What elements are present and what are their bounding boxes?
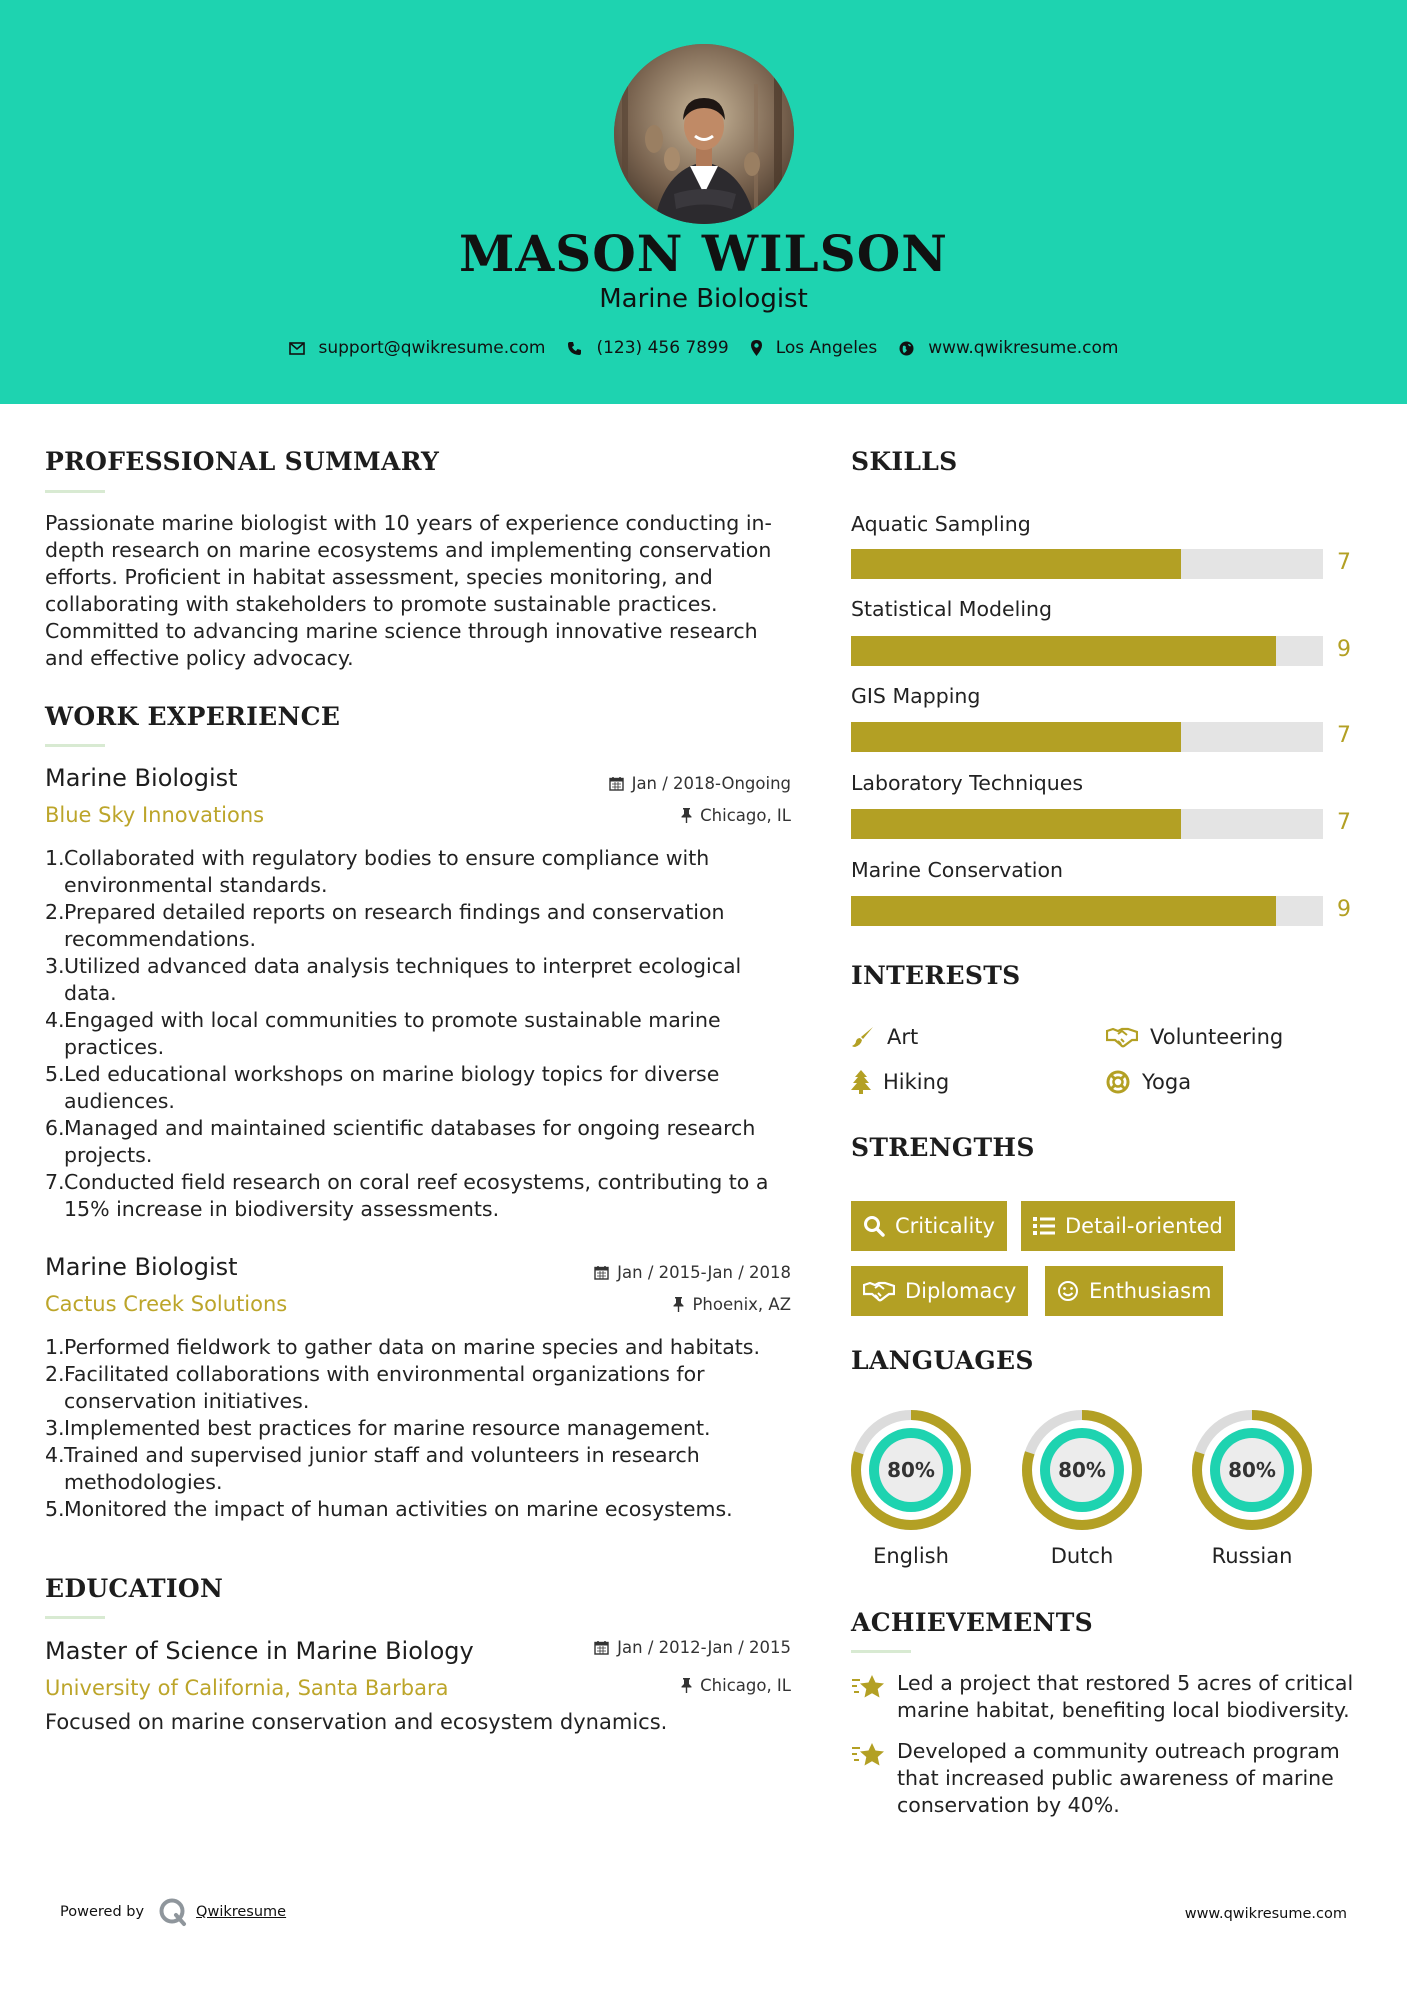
language-ring (1190, 1408, 1314, 1532)
achievement-item: Led a project that restored 5 acres of critical marine habitat, benefiting local biodiversity. (851, 1670, 1371, 1724)
language-name: English (873, 1544, 949, 1568)
company-name: Blue Sky Innovations (45, 803, 265, 827)
strength-badge: Detail-oriented (1021, 1201, 1235, 1251)
summary-line: efforts. Proficient in habitat assessment, species monitoring, and (45, 565, 713, 589)
skill-label: Laboratory Techniques (851, 771, 1084, 795)
experience-divider (45, 744, 105, 747)
list-icon (1033, 1216, 1055, 1236)
education-divider (45, 1616, 105, 1619)
language-ring (1020, 1408, 1144, 1532)
language-item (849, 1408, 973, 1568)
list-item: 3. Utilized advanced data analysis techniques to interpret ecological data. (45, 954, 742, 1005)
list-item: 7. Conducted field research on coral reef ecosystems, contributing to a 15% increase in biodiversity assessments. (45, 1170, 769, 1221)
skill-level: 7 (1337, 810, 1351, 835)
skill-level: 9 (1337, 897, 1351, 922)
date-text: Jan / 2012-Jan / 2015 (617, 1638, 791, 1657)
summary-heading: PROFESSIONAL SUMMARY (45, 447, 440, 476)
language-percent: 80% (887, 1458, 935, 1482)
skill-bar-fill (851, 896, 1276, 926)
skill-bar (851, 549, 1323, 579)
list-item: 1. Collaborated with regulatory bodies to ensure compliance with environmental standards. (45, 846, 710, 897)
job-date (594, 1263, 791, 1282)
smile-icon (1057, 1280, 1079, 1302)
summary-line: collaborating with stakeholders to promote sustainable practices. (45, 592, 718, 616)
skills-heading: SKILLS (851, 447, 958, 476)
lifebuoy-icon (1106, 1070, 1130, 1094)
skill-bar-fill (851, 722, 1181, 752)
search-icon (863, 1215, 885, 1237)
handshake-icon (1106, 1026, 1138, 1048)
email-text: support@qwikresume.com (318, 338, 546, 358)
summary-text (45, 510, 795, 672)
summary-line: Committed to advancing marine science through innovative research (45, 619, 758, 643)
tree-icon (851, 1070, 871, 1094)
language-percent: 80% (1228, 1458, 1276, 1482)
powered-by-label: Powered by (60, 1904, 145, 1920)
language-name: Dutch (1050, 1544, 1114, 1568)
contact-location (751, 338, 878, 358)
job-title: Marine Biologist (45, 764, 238, 792)
location-text: Chicago, IL (700, 806, 791, 825)
language-item (1190, 1408, 1314, 1568)
list-item: 1. Performed fieldwork to gather data on marine species and habitats. (45, 1335, 761, 1359)
school-name: University of California, Santa Barbara (45, 1676, 449, 1700)
education-date (594, 1638, 791, 1657)
strength-badge: Enthusiasm (1045, 1266, 1223, 1316)
list-item: 5. Led educational workshops on marine biology topics for diverse audiences. (45, 1062, 720, 1113)
interest-art: Art (851, 1025, 918, 1049)
company-name: Cactus Creek Solutions (45, 1292, 288, 1316)
handshake-icon (863, 1280, 895, 1302)
summary-line: Passionate marine biologist with 10 years of experience conducting in- (45, 511, 772, 535)
job-title: Marine Biologist (45, 1253, 238, 1281)
skill-bar-fill (851, 809, 1181, 839)
language-percent: 80% (1058, 1458, 1106, 1482)
strength-badge: Diplomacy (851, 1266, 1028, 1316)
phone-text: (123) 456 7899 (596, 338, 729, 358)
strengths-heading: STRENGTHS (851, 1133, 1035, 1162)
skill-bar (851, 896, 1323, 926)
list-item: 2. Facilitated collaborations with environmental organizations for conservation initiatives. (45, 1362, 705, 1413)
footer-url[interactable]: www.qwikresume.com (1184, 1906, 1347, 1922)
job-date (609, 774, 791, 793)
interests-heading: INTERESTS (851, 961, 1021, 990)
skill-bar (851, 722, 1323, 752)
summary-divider (45, 490, 105, 493)
achievement-item: Developed a community outreach program that increased public awareness of marine conservation by 40%. (851, 1738, 1371, 1819)
language-ring (849, 1408, 973, 1532)
pushpin-icon (681, 1678, 692, 1693)
skill-label: Marine Conservation (851, 858, 1064, 882)
skill-level: 7 (1337, 550, 1351, 575)
location-text: Phoenix, AZ (692, 1295, 791, 1314)
achievements-divider (851, 1650, 911, 1653)
interest-hiking: Hiking (851, 1070, 949, 1094)
language-name: Russian (1211, 1544, 1293, 1568)
list-item: 4. Engaged with local communities to promote sustainable marine practices. (45, 1008, 721, 1059)
pushpin-icon (681, 808, 692, 823)
star-icon (851, 1742, 885, 1768)
skill-label: Aquatic Sampling (851, 512, 1031, 536)
education-heading: EDUCATION (45, 1574, 224, 1603)
achievements-heading: ACHIEVEMENTS (851, 1608, 1093, 1637)
interest-volunteering: Volunteering (1106, 1025, 1283, 1049)
job-responsibilities (45, 1334, 805, 1523)
envelope-icon (289, 342, 305, 355)
qwikresume-link[interactable]: Qwikresume (196, 1904, 287, 1920)
job-location (681, 806, 791, 825)
summary-line: depth research on marine ecosystems and implementing conservation (45, 538, 772, 562)
interest-yoga: Yoga (1106, 1070, 1191, 1094)
education-location (681, 1676, 791, 1695)
list-item: 2. Prepared detailed reports on research findings and conservation recommendations. (45, 900, 725, 951)
pushpin-icon (673, 1297, 684, 1312)
list-item: 6. Managed and maintained scientific databases for ongoing research projects. (45, 1116, 756, 1167)
language-item (1020, 1408, 1144, 1568)
calendar-icon (594, 1640, 609, 1655)
skill-level: 7 (1337, 723, 1351, 748)
skill-bar-fill (851, 636, 1276, 666)
location-text: Los Angeles (775, 338, 878, 358)
profile-photo (614, 44, 794, 224)
calendar-icon (594, 1265, 609, 1280)
summary-line: and effective policy advocacy. (45, 646, 354, 670)
location-text: Chicago, IL (700, 1676, 791, 1695)
contact-phone[interactable] (567, 338, 728, 358)
skill-bar (851, 809, 1323, 839)
skill-bar (851, 636, 1323, 666)
list-item: 5. Monitored the impact of human activities on marine ecosystems. (45, 1497, 733, 1521)
contact-email[interactable] (289, 338, 546, 358)
date-text: Jan / 2018-Ongoing (631, 774, 791, 793)
qwikresume-logo-icon (158, 1897, 188, 1927)
date-text: Jan / 2015-Jan / 2018 (617, 1263, 791, 1282)
paintbrush-icon (851, 1025, 875, 1049)
footer-powered-by (60, 1897, 286, 1927)
skill-bar-fill (851, 549, 1181, 579)
list-item: 4. Trained and supervised junior staff and volunteers in research methodologies. (45, 1443, 700, 1494)
website-text: www.qwikresume.com (928, 338, 1119, 358)
strength-badge: Criticality (851, 1201, 1007, 1251)
skill-label: Statistical Modeling (851, 597, 1053, 621)
list-item: 3. Implemented best practices for marine resource management. (45, 1416, 711, 1440)
resume-header (0, 0, 1407, 404)
candidate-name: MASON WILSON (459, 224, 948, 283)
job-location (673, 1295, 791, 1314)
skill-level: 9 (1337, 637, 1351, 662)
calendar-icon (609, 776, 624, 791)
skill-label: GIS Mapping (851, 684, 981, 708)
degree-title: Master of Science in Marine Biology (45, 1637, 474, 1665)
experience-heading: WORK EXPERIENCE (45, 702, 341, 731)
map-pin-icon (751, 340, 762, 356)
languages-heading: LANGUAGES (851, 1346, 1034, 1375)
contact-website[interactable] (899, 338, 1118, 358)
globe-icon (899, 341, 914, 356)
star-icon (851, 1674, 885, 1700)
phone-icon (567, 341, 582, 356)
candidate-title: Marine Biologist (599, 284, 808, 314)
education-description: Focused on marine conservation and ecosystem dynamics. (45, 1710, 668, 1734)
contact-bar (0, 338, 1407, 358)
job-responsibilities (45, 845, 805, 1223)
